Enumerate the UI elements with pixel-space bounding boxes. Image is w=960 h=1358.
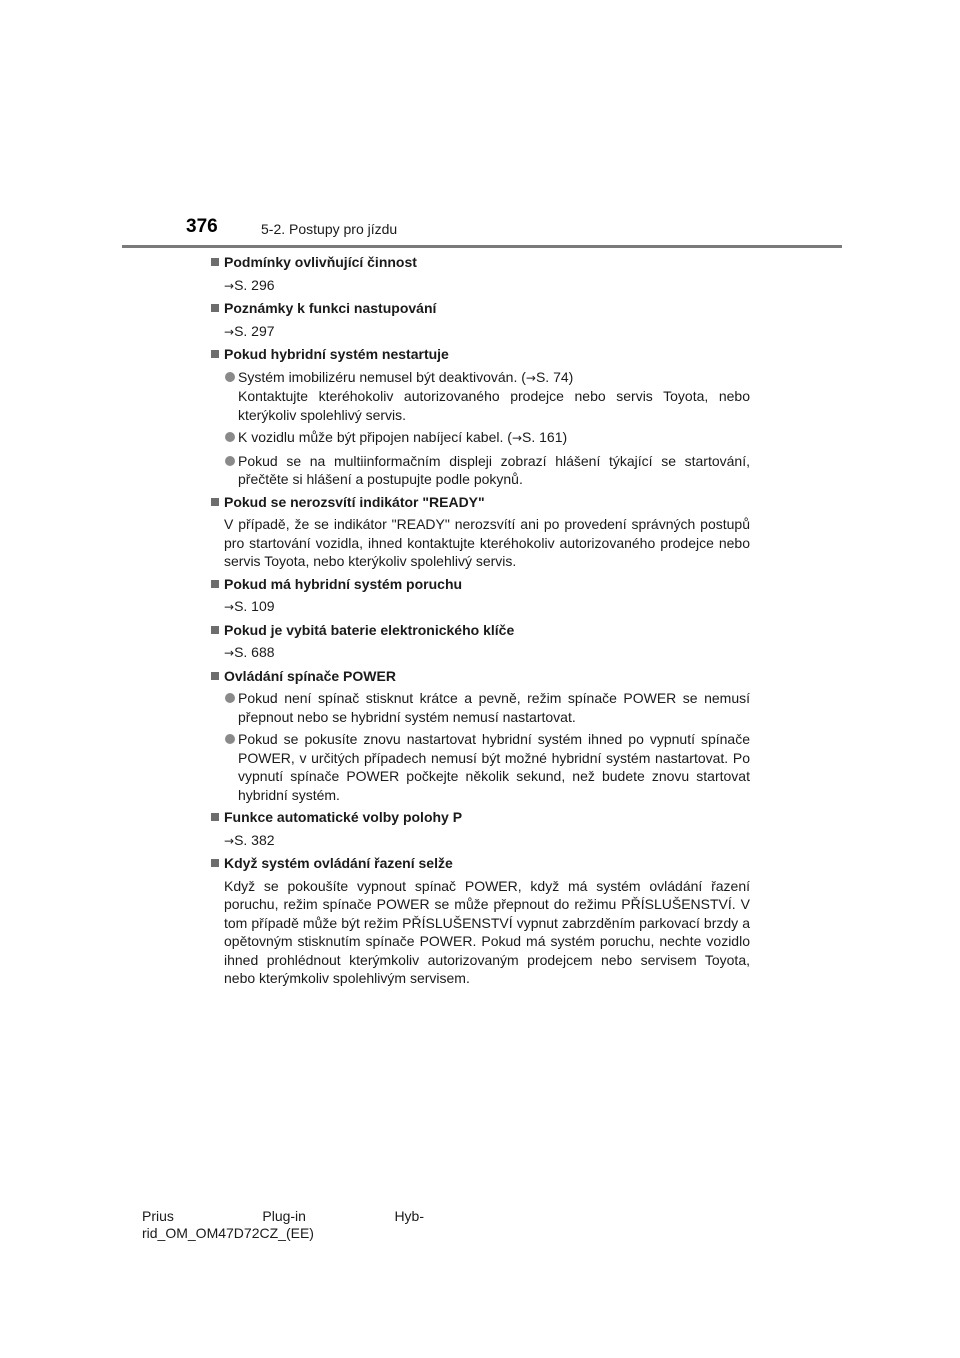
section-heading: Podmínky ovlivňující činnost (210, 253, 750, 272)
page-reference: →S. 688 (224, 644, 275, 660)
page-footer (142, 1208, 442, 1242)
section-heading: Pokud je vybitá baterie elektronického klíče (210, 621, 750, 640)
footer-line: rid_OM_OM47D72CZ_(EE) (142, 1225, 314, 1241)
section-entry-notes (210, 299, 750, 341)
footer-word: Prius (142, 1208, 174, 1224)
square-bullet-icon (211, 258, 219, 266)
square-bullet-icon (211, 626, 219, 634)
section-heading: Funkce automatické volby polohy P (210, 808, 750, 827)
list-item: Pokud se pokusíte znovu nastartovat hybridní systém ihned po vypnutí spínače POWER, v určitých případech nemusí být možné hybridní systém nastartovat. Po vypnutí spínače POWER počkejte několik sekund, než budete znovu startovat hybridní systém. (210, 730, 750, 804)
page-reference: →S. 109 (224, 598, 275, 614)
footer-word: Hyb- (394, 1208, 424, 1224)
round-bullet-icon (225, 734, 235, 744)
section-heading: Když systém ovládání řazení selže (210, 854, 750, 873)
round-bullet-icon (225, 693, 235, 703)
page-reference: →S. 382 (224, 831, 275, 848)
section-title: 5-2. Postupy pro jízdu (261, 221, 398, 237)
arrow-right-icon: → (511, 431, 522, 445)
section-body: Když se pokoušíte vypnout spínač POWER, když má systém ovládání řazení poruchu, režim spínače POWER se může přepnout do režimu PŘÍSLUŠENSTVÍ. V tom případě může být režim PŘÍSLUŠENSTVÍ vypnut zabrzděním parkovací brzdy a opětovným stisknutím spínače POWER. Pokud má systém poruchu, nechte vozidlo ihned prohlédnout kterýmkoliv autorizovaným prodejcem nebo servisem Toyota, nebo kterýmkoliv spolehlivým servisem. (224, 877, 750, 986)
square-bullet-icon (211, 350, 219, 358)
square-bullet-icon (211, 498, 219, 506)
section-no-start (210, 345, 750, 489)
section-key-battery (210, 621, 750, 663)
round-bullet-icon (225, 372, 235, 382)
arrow-right-icon: → (224, 324, 235, 339)
list-item: Systém imobilizéru nemusel být deaktivován. (→S. 74) Kontaktujte kteréhokoliv autorizovaného prodejce nebo servis Toyota, nebo kterýkoliv spolehlivý servis. (210, 368, 750, 425)
header-rule (122, 245, 842, 248)
section-heading: Pokud hybridní systém nestartuje (210, 345, 750, 364)
section-body: V případě, že se indikátor "READY" nerozsvítí ani po provedení správných postupů pro startování vozidla, ihned kontaktujte kteréhokoliv autorizovaného prodejce nebo servis Toyota, nebo kterýkoliv spolehlivý servis. (224, 516, 750, 569)
footer-line (142, 1208, 424, 1225)
round-bullet-icon (225, 456, 235, 466)
section-ready-indicator (210, 493, 750, 571)
square-bullet-icon (211, 580, 219, 588)
list-item: Pokud není spínač stisknut krátce a pevně, režim spínače POWER se nemusí přepnout nebo se hybridní systém nemusí nastartovat. (210, 689, 750, 726)
arrow-right-icon: → (224, 278, 235, 293)
section-power-switch (210, 667, 750, 805)
section-heading: Pokud se nerozsvítí indikátor "READY" (210, 493, 750, 512)
arrow-right-icon: → (224, 646, 235, 660)
section-hybrid-malfunction (210, 575, 750, 617)
section-shift-failure (210, 854, 750, 988)
arrow-right-icon: → (224, 833, 235, 848)
list-item: Pokud se na multiinformačním displeji zobrazí hlášení týkající se startování, přečtěte si hlášení a postupujte podle pokynů. (210, 452, 750, 489)
arrow-right-icon: → (525, 370, 536, 385)
section-heading: Poznámky k funkci nastupování (210, 299, 750, 318)
square-bullet-icon (211, 859, 219, 867)
section-conditions (210, 253, 750, 295)
square-bullet-icon (211, 304, 219, 312)
page-number: 376 (186, 216, 218, 237)
section-heading: Pokud má hybridní systém poruchu (210, 575, 750, 594)
arrow-right-icon: → (224, 600, 235, 614)
page-reference: →S. 296 (224, 276, 275, 293)
section-heading: Ovládání spínače POWER (210, 667, 750, 686)
page-content (210, 253, 750, 992)
square-bullet-icon (211, 672, 219, 680)
page-reference: →S. 297 (224, 322, 275, 339)
footer-word: Plug-in (262, 1208, 306, 1224)
round-bullet-icon (225, 432, 235, 442)
section-auto-park (210, 808, 750, 850)
square-bullet-icon (211, 813, 219, 821)
page-header (122, 212, 842, 248)
list-item: K vozidlu může být připojen nabíjecí kabel. (→S. 161) (210, 428, 750, 448)
